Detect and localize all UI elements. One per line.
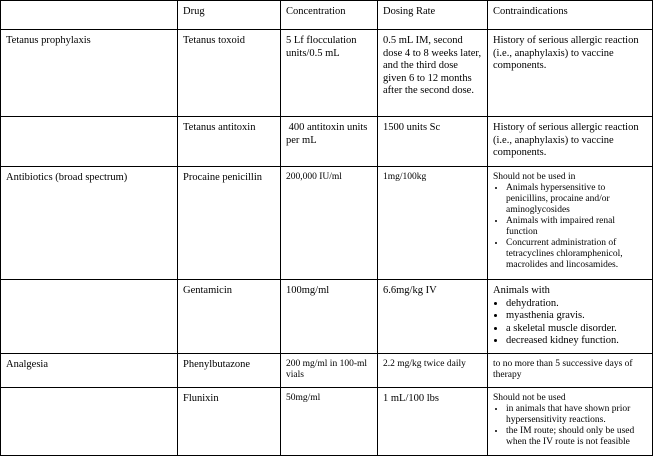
- list-item: • a skeletal muscle disorder.: [506, 323, 647, 336]
- drug-cell: Phenylbutazone: [178, 354, 281, 388]
- list-item: • in animals that have shown prior hypersensitivity reactions.: [506, 404, 647, 426]
- category-cell: Antibiotics (broad spectrum): [1, 167, 178, 280]
- category-cell: [1, 280, 178, 354]
- dosing-cell: 0.5 mL IM, second dose 4 to 8 weeks later, and the third dose given 6 to 12 months after the second dose.: [378, 30, 488, 117]
- contraindication-cell: History of serious allergic reaction (i.e., anaphylaxis) to vaccine components.: [488, 117, 653, 167]
- contraindication-list: [493, 298, 647, 348]
- drug-cell: Gentamicin: [178, 280, 281, 354]
- header-row: [1, 1, 653, 30]
- category-cell: Tetanus prophylaxis: [1, 30, 178, 117]
- table-row: [1, 280, 653, 354]
- contraindication-intro: Should not be used in: [493, 172, 576, 182]
- header-drug: Drug: [178, 1, 281, 30]
- header-category: [1, 1, 178, 30]
- list-item: • Animals with impaired renal function: [506, 216, 647, 238]
- header-concentration: Concentration: [281, 1, 378, 30]
- contraindication-intro: Animals with: [493, 285, 550, 296]
- contraindication-cell: [488, 167, 653, 280]
- drug-cell: Tetanus toxoid: [178, 30, 281, 117]
- contraindication-cell: to no more than 5 successive days of therapy: [488, 354, 653, 388]
- contraindication-cell: [488, 280, 653, 354]
- drug-cell: Flunixin: [178, 388, 281, 456]
- category-cell: [1, 117, 178, 167]
- drug-cell: Procaine penicillin: [178, 167, 281, 280]
- table-row: [1, 117, 653, 167]
- dosing-cell: 6.6mg/kg IV: [378, 280, 488, 354]
- category-cell: [1, 388, 178, 456]
- dosing-cell: 1500 units Sc: [378, 117, 488, 167]
- header-dosing-rate: Dosing Rate: [378, 1, 488, 30]
- table-row: [1, 30, 653, 117]
- dosing-cell: 1 mL/100 lbs: [378, 388, 488, 456]
- concentration-cell: 5 Lf flocculation units/0.5 mL: [281, 30, 378, 117]
- dosing-cell: 1mg/100kg: [378, 167, 488, 280]
- drug-cell: Tetanus antitoxin: [178, 117, 281, 167]
- contraindication-list: [493, 404, 647, 448]
- header-contraindications: Contraindications: [488, 1, 653, 30]
- concentration-cell: 200,000 IU/ml: [281, 167, 378, 280]
- concentration-cell: 200 mg/ml in 100-ml vials: [281, 354, 378, 388]
- table-row: [1, 388, 653, 456]
- dosing-cell: 2.2 mg/kg twice daily: [378, 354, 488, 388]
- contraindication-cell: [488, 388, 653, 456]
- list-item: • Animals hypersensitive to penicillins, procaine and/or aminoglycosides: [506, 183, 647, 216]
- concentration-cell: 100mg/ml: [281, 280, 378, 354]
- category-cell: Analgesia: [1, 354, 178, 388]
- list-item: • decreased kidney function.: [506, 335, 647, 348]
- table-row: [1, 354, 653, 388]
- contraindication-list: [493, 183, 647, 271]
- list-item: • Concurrent administration of tetracyclines chloramphenicol, macrolides and lincosamides.: [506, 238, 647, 271]
- concentration-cell: 400 antitoxin units per mL: [281, 117, 378, 167]
- list-item: • dehydration.: [506, 298, 647, 311]
- concentration-cell: 50mg/ml: [281, 388, 378, 456]
- table-row: [1, 167, 653, 280]
- list-item: • the IM route; should only be used when the IV route is not feasible: [506, 426, 647, 448]
- list-item: • myasthenia gravis.: [506, 310, 647, 323]
- contraindication-cell: History of serious allergic reaction (i.e., anaphylaxis) to vaccine components.: [488, 30, 653, 117]
- contraindication-intro: Should not be used: [493, 393, 566, 403]
